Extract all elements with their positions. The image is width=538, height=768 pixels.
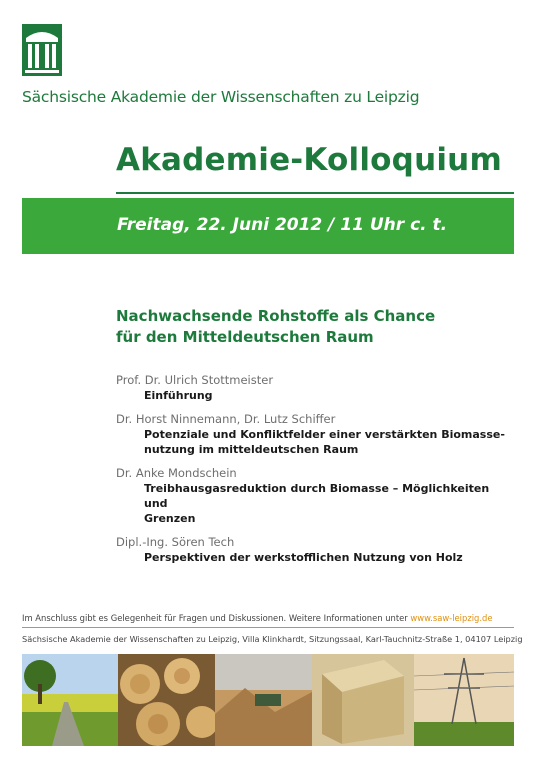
pellet-block-photo [312,654,414,746]
website-link[interactable]: www.saw-leipzig.de [410,613,493,623]
field-path-photo [22,654,118,746]
title-divider [116,192,514,194]
talk-title: Potenziale und Konfliktfelder einer verstärkten Biomasse- nutzung im mitteldeutschen Raum [144,428,505,456]
follow-up-text: Im Anschluss gibt es Gelegenheit für Fragen und Diskussionen. Weitere Informationen unter [22,613,408,623]
colloquium-topic [116,306,435,348]
academy-logo-icon [22,24,62,76]
talk-item [116,373,516,403]
talk-speaker: Dr. Horst Ninnemann, Dr. Lutz Schiffer [116,412,336,426]
talk-list [116,373,516,574]
topic-line-1: Nachwachsende Rohstoffe als Chance [116,307,436,325]
talk-speaker: Dipl.-Ing. Sören Tech [116,535,235,549]
talk-title: Einführung [144,389,213,402]
talk-speaker: Prof. Dr. Ulrich Stottmeister [116,373,274,387]
date-banner [22,198,514,254]
footer-divider [22,627,514,628]
talk-title: Treibhausgasreduktion durch Biomasse – Möglichkeiten und Grenzen [144,482,490,525]
topic-line-2: für den Mitteldeutschen Raum [116,328,374,346]
event-date: Freitag, 22. Juni 2012 / 11 Uhr c. t. [117,215,448,235]
logs-photo [118,654,215,746]
organization-name: Sächsische Akademie der Wissenschaften zu Leipzig [22,88,420,106]
venue-address: Sächsische Akademie der Wissenschaften zu Leipzig, Villa Klinkhardt, Sitzungssaal, Karl-Tauchnitz-Straße 1, 04107 Leipzig [22,634,523,644]
talk-item [116,412,516,457]
follow-up-note [22,613,493,623]
talk-item [116,535,516,565]
photo-strip [22,654,514,746]
power-lines-photo [414,654,514,746]
talk-item [116,466,516,526]
talk-speaker: Dr. Anke Mondschein [116,466,237,480]
talk-title: Perspektiven der werkstofflichen Nutzung von Holz [144,551,463,564]
event-title: Akademie-Kolloquium [116,142,502,178]
wood-chips-photo [215,654,312,746]
